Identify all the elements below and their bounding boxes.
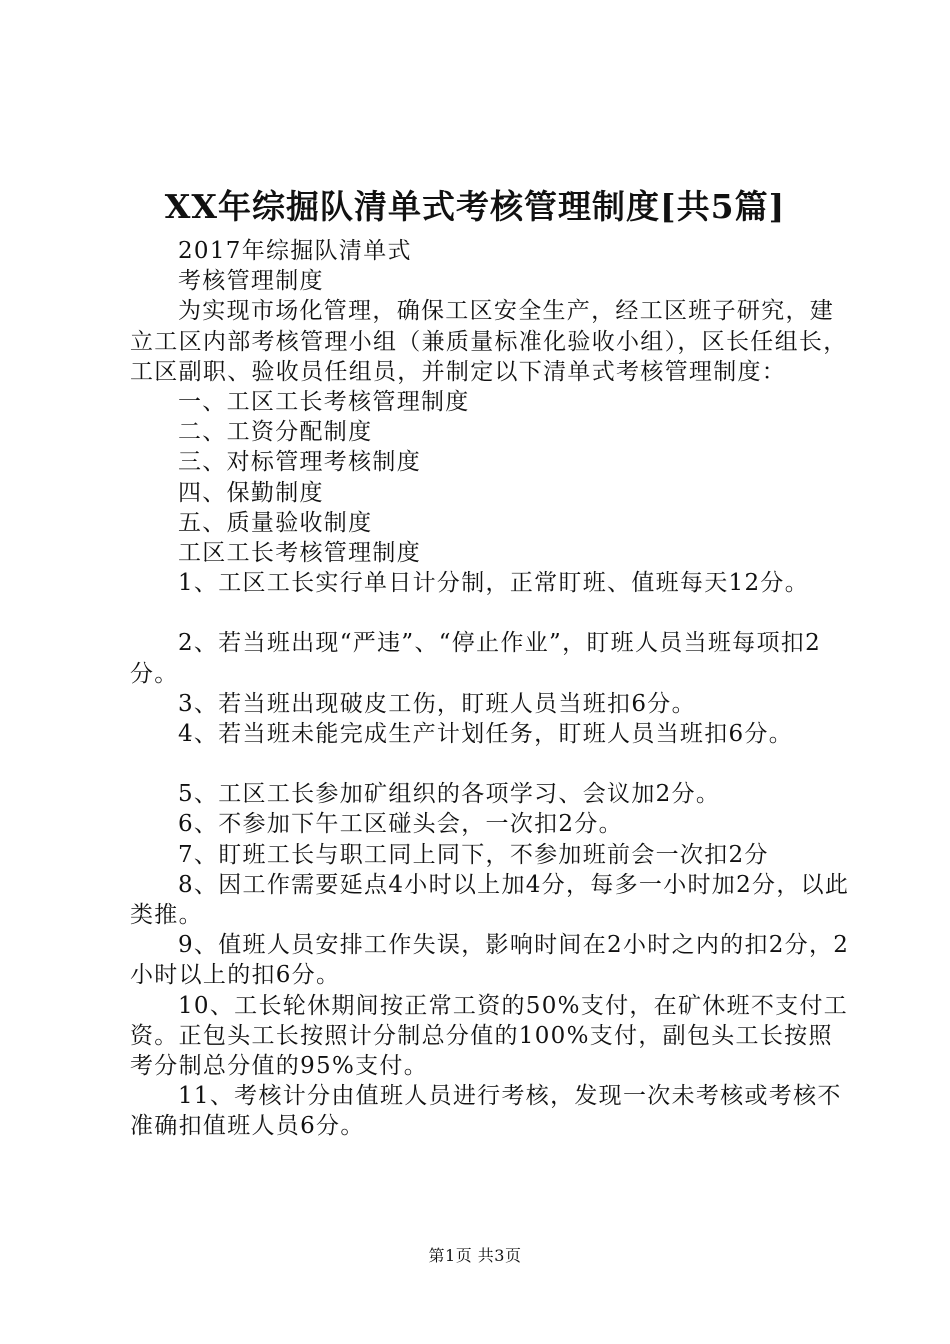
list-item: 一、工区工长考核管理制度 [178, 389, 470, 416]
rule-item: 1、工区工长实行单日计分制，正常盯班、值班每天12分。 [178, 570, 809, 597]
list-item: 四、保勤制度 [178, 479, 324, 506]
rule-item: 3、若当班出现破皮工伤，盯班人员当班扣6分。 [178, 690, 696, 717]
page-number: 第1页 共3页 [428, 1246, 522, 1265]
rule-item: 11、考核计分由值班人员进行考核，发现一次未考核或考核不准确扣值班人员6分。 [130, 1083, 842, 1140]
list-item: 二、工资分配制度 [178, 419, 373, 446]
rule-item: 5、工区工长参加矿组织的各项学习、会议加2分。 [178, 781, 721, 808]
rule-item: 10、工长轮休期间按正常工资的50%支付，在矿休班不支付工资。正包头工长按照计分制总分值的100%支付，副包头工长按照考分制总分值的95%支付。 [130, 992, 849, 1080]
paragraph-subtitle-1: 2017年综掘队清单式 [178, 238, 412, 264]
rule-item: 8、因工作需要延点4小时以上加4分，每多一小时加2分，以此类推。 [130, 871, 850, 929]
rule-item: 7、盯班工长与职工同上同下，不参加班前会一次扣2分 [178, 841, 769, 868]
document-body [130, 236, 850, 1142]
rule-item: 9、值班人员安排工作失误，影响时间在2小时之内的扣2分，2小时以上的扣6分。 [130, 932, 850, 989]
rule-item: 4、若当班未能完成生产计划任务，盯班人员当班扣6分。 [178, 721, 794, 748]
section-heading: 工区工长考核管理制度 [178, 540, 421, 567]
document-title: XX年综掘队清单式考核管理制度[共5篇] [164, 187, 786, 226]
list-item: 五、质量验收制度 [178, 509, 373, 536]
rule-item: 2、若当班出现“严违”、“停止作业”，盯班人员当班每项扣2分。 [130, 630, 821, 687]
list-item: 三、对标管理考核制度 [178, 449, 421, 476]
paragraph-intro: 为实现市场化管理，确保工区安全生产，经工区班子研究，建立工区内部考核管理小组（兼质量标准化验收小组），区长任组长，工区副职、验收员任组员，并制定以下清单式考核管理制度： [130, 298, 848, 385]
rule-item: 6、不参加下午工区碰头会，一次扣2分。 [178, 811, 623, 838]
paragraph-subtitle-2: 考核管理制度 [178, 268, 324, 295]
